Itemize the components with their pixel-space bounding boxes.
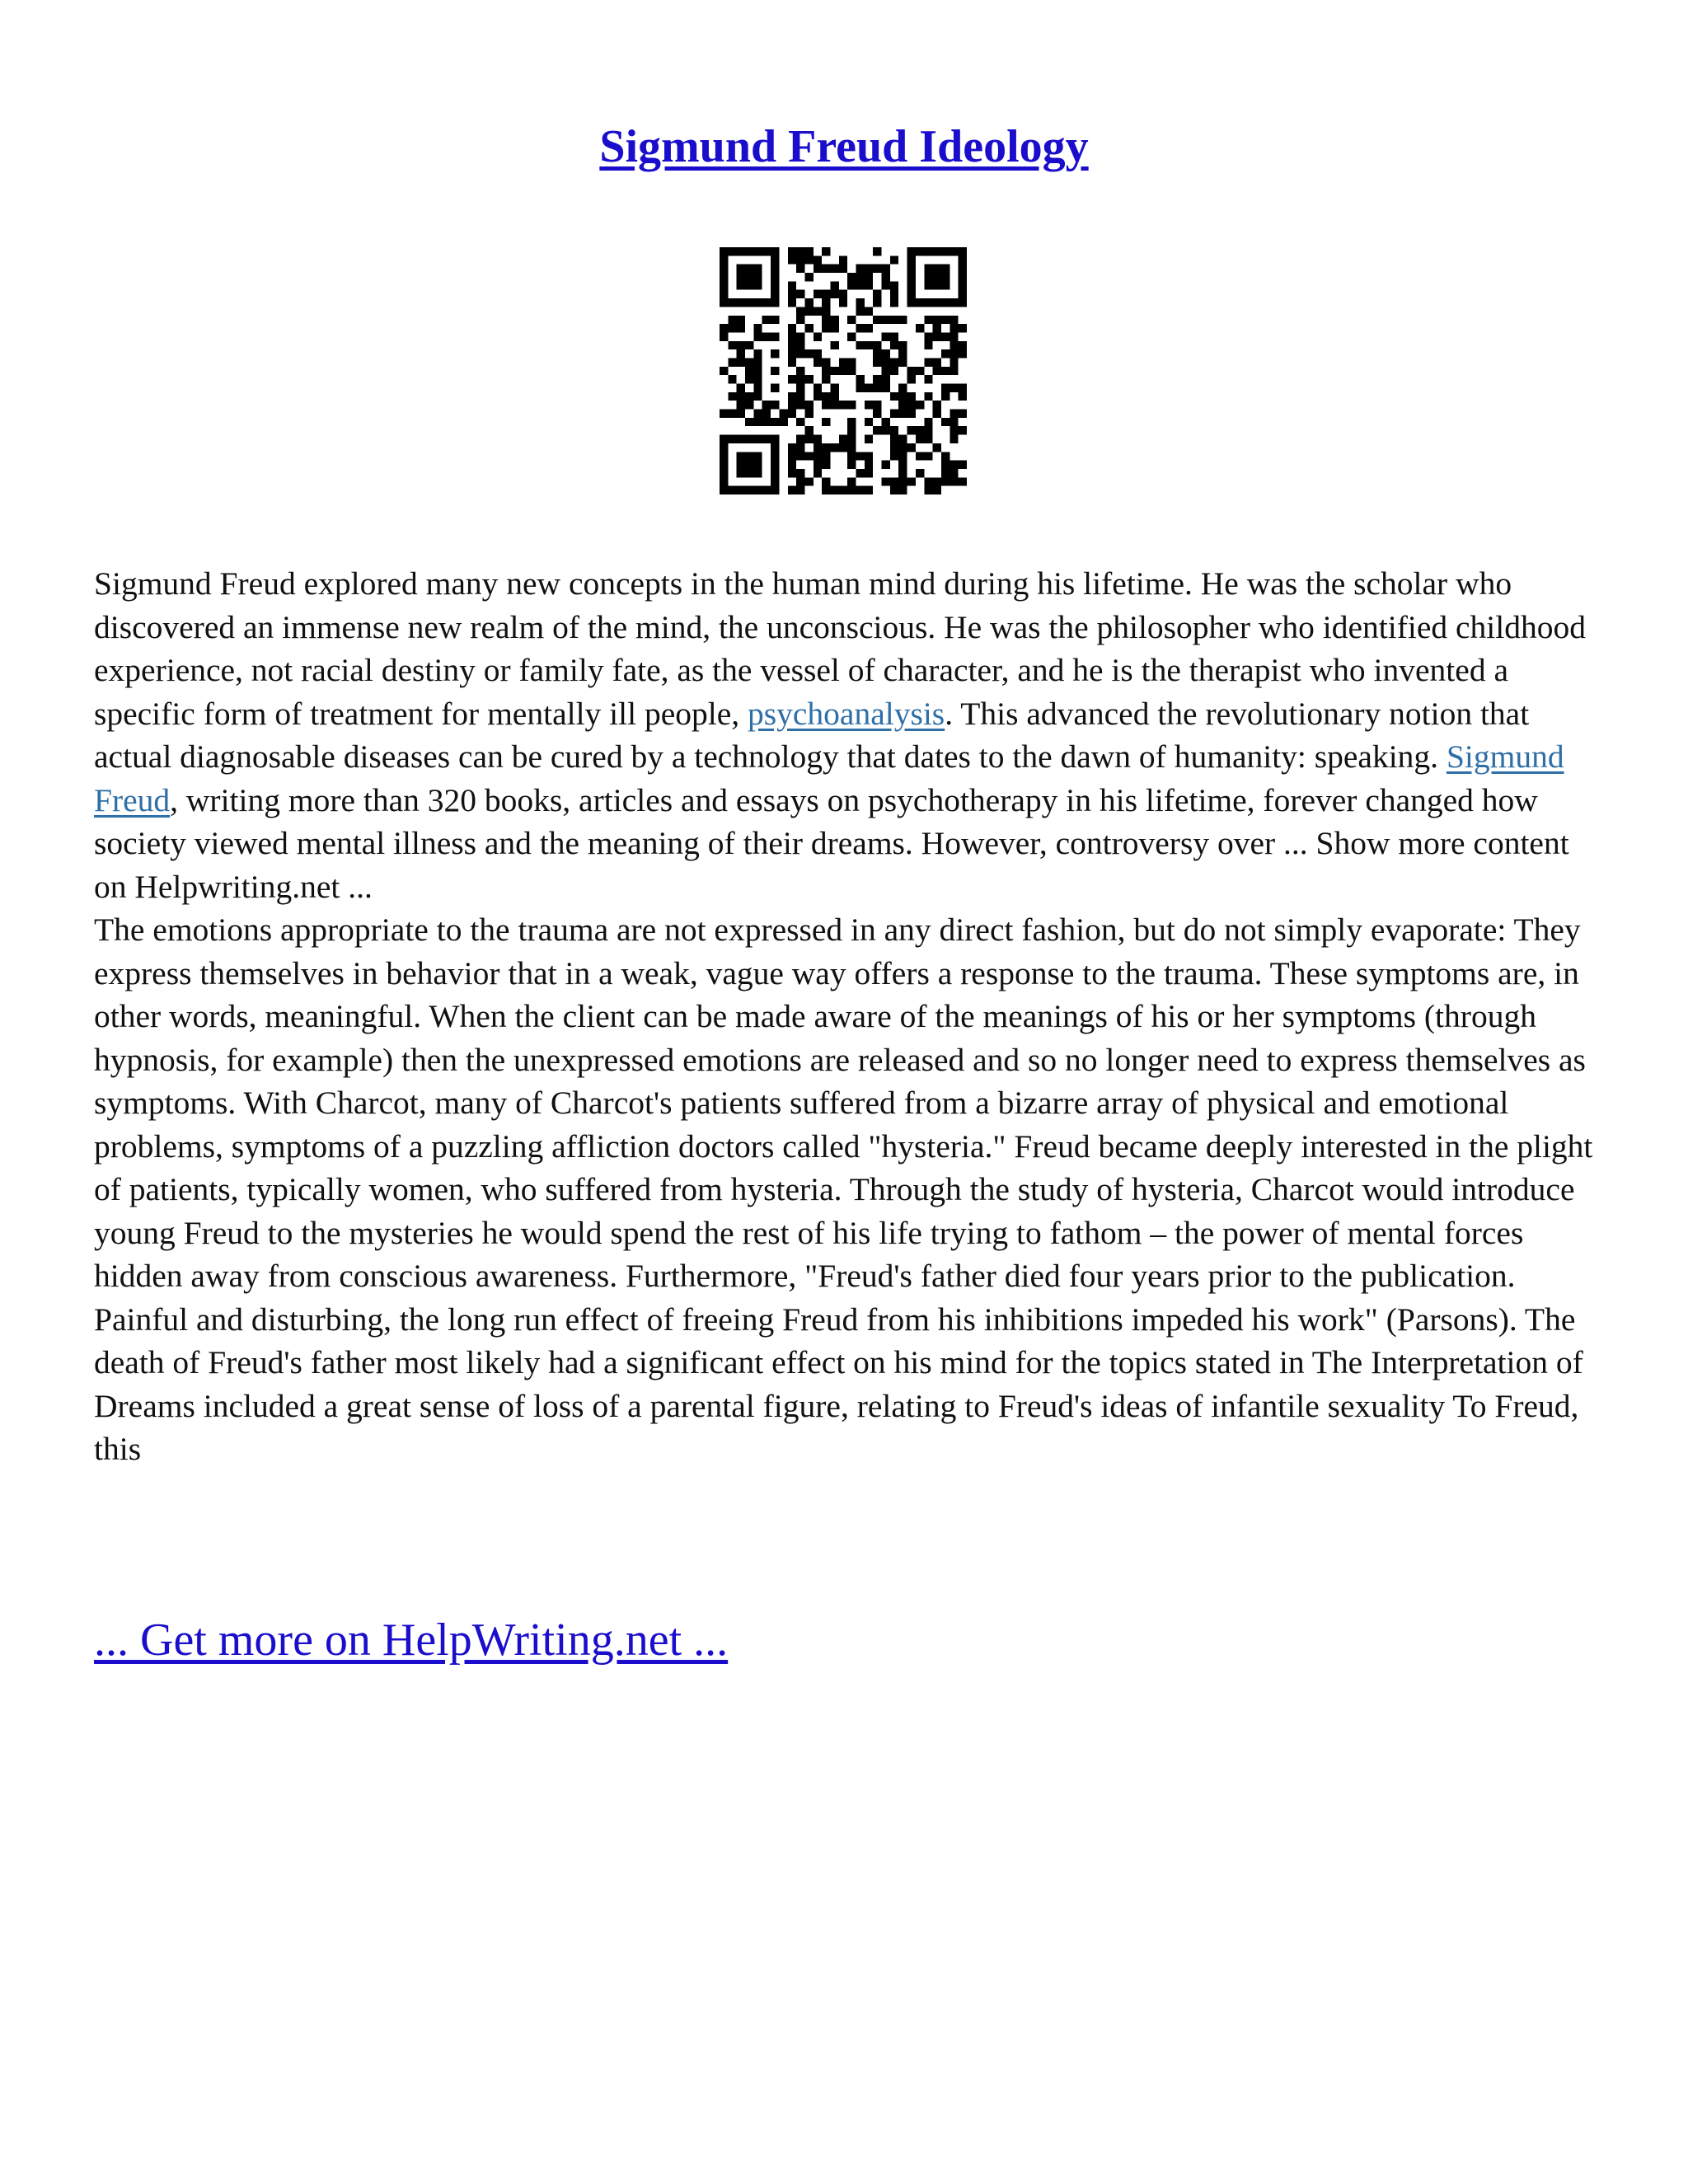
qr-code-icon xyxy=(720,247,967,494)
paragraph-2: The emotions appropriate to the trauma are not expressed in any direct fashion, but do not simply evaporate: They express themselves in behavior that in a weak, vague way offers a response to the trauma. These symptoms are, in other words, meaningful. When the client can be made aware of the meanings of his or her symptoms (through hypnosis, for example) then the unexpressed emotions are released and so no longer need to express themselves as symptoms. With Charcot, many of Charcot's patients suffered from a bizarre array of physical and emotional problems, symptoms of a puzzling affliction doctors called "hysteria." Freud became deeply interested in the plight of patients, typically women, who suffered from hysteria. Through the study of hysteria, Charcot would introduce young Freud to the mysteries he would spend the rest of his life trying to fathom – the power of mental forces hidden away from conscious awareness. Furthermore, "Freud's father died four years prior to the publication. Painful and disturbing, the long run effect of freeing Freud from his inhibitions impeded his work" (Parsons). The death of Freud's father most likely had a significant effect on his mind for the topics stated in The Interpretation of Dreams included a great sense of loss of a parental figure, relating to Freud's ideas of infantile sexuality To Freud, this xyxy=(94,912,1593,1467)
article-body xyxy=(94,562,1602,1471)
title-link[interactable]: Sigmund Freud Ideology xyxy=(599,121,1089,172)
sigmund-freud-link[interactable]: Sigmund Freud xyxy=(94,738,1564,818)
paragraph-1-text-b: . This advanced the revolutionary notion that actual diagnosable diseases can be cured by a technology that dates to the dawn of humanity: speaking. xyxy=(94,695,1530,775)
psychoanalysis-link[interactable]: psychoanalysis xyxy=(748,695,945,732)
page-title xyxy=(0,114,1688,180)
paragraph-1 xyxy=(94,562,1602,908)
paragraph-1-text-c: , writing more than 320 books, articles and essays on psychotherapy in his lifetime, forever changed how society viewed mental illness and the meaning of their dreams. However, controversy over ... Show more content on Helpwriting.net ... xyxy=(94,781,1569,905)
paragraph-1-text-a: Sigmund Freud explored many new concepts in the human mind during his lifetime. He was the scholar who discovered an immense new realm of the mind, the unconscious. He was the philosopher who identified childhood experience, not racial destiny or family fate, as the vessel of character, and he is the therapist who invented a specific form of treatment for mentally ill people, xyxy=(94,565,1586,732)
get-more-link-container xyxy=(94,1607,728,1673)
get-more-link[interactable]: ... Get more on HelpWriting.net ... xyxy=(94,1615,729,1666)
